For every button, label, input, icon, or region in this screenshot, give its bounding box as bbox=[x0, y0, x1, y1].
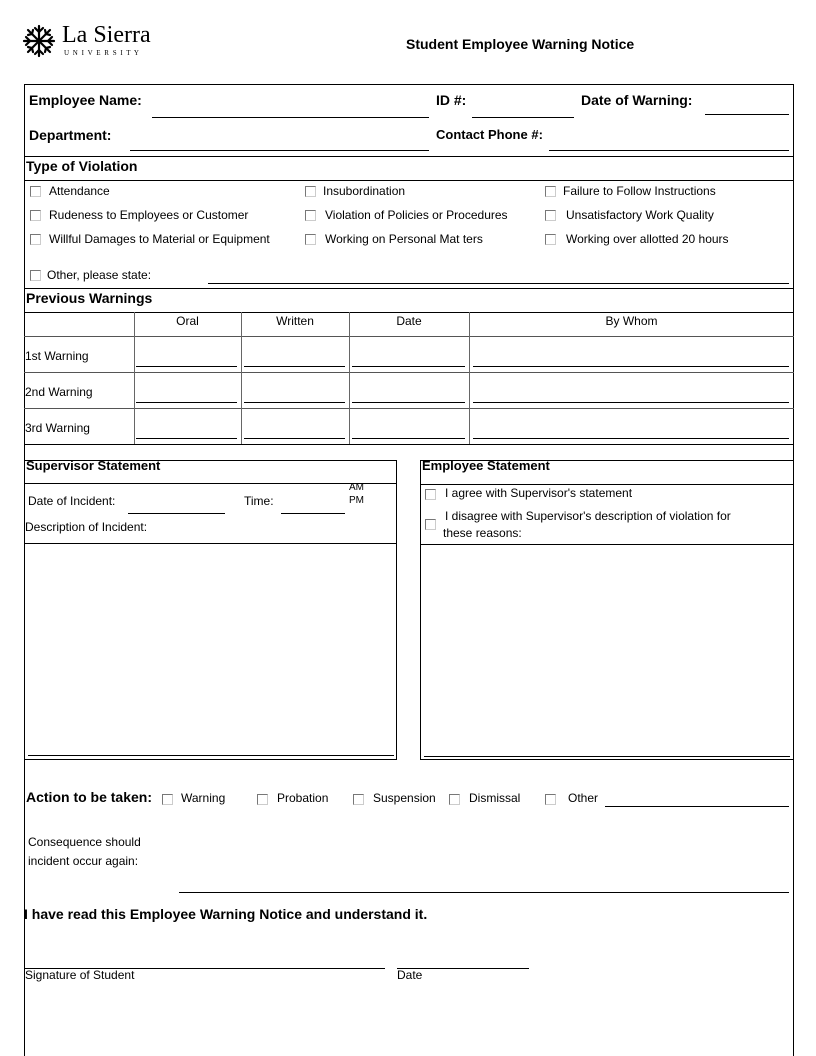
row-label-1st: 1st Warning bbox=[25, 349, 89, 363]
checkbox-unsatisfactory-work[interactable] bbox=[545, 210, 556, 221]
date-of-warning-field[interactable] bbox=[705, 114, 789, 115]
violation-policies-label: Violation of Policies or Procedures bbox=[325, 208, 508, 222]
warning3-date-field[interactable] bbox=[352, 438, 465, 439]
department-field[interactable] bbox=[130, 150, 429, 151]
supervisor-heading-rule bbox=[24, 483, 397, 484]
id-field[interactable] bbox=[472, 117, 574, 118]
pm-label: PM bbox=[349, 495, 364, 506]
checkbox-agree[interactable] bbox=[425, 489, 436, 500]
violation-willful-label: Willful Damages to Material or Equipment bbox=[49, 232, 270, 246]
violation-rudeness-label: Rudeness to Employees or Customer bbox=[49, 208, 249, 222]
date-of-warning-label: Date of Warning: bbox=[581, 92, 693, 108]
violation-other-field[interactable] bbox=[208, 283, 789, 284]
checkbox-rudeness[interactable] bbox=[30, 210, 41, 221]
checkbox-attendance[interactable] bbox=[30, 186, 41, 197]
checkbox-action-probation[interactable] bbox=[257, 794, 268, 805]
violation-heading-rule bbox=[24, 180, 794, 181]
checkbox-personal-matters[interactable] bbox=[305, 234, 316, 245]
violation-attendance-label: Attendance bbox=[49, 184, 110, 198]
university-logo bbox=[22, 24, 162, 60]
supervisor-description-rule bbox=[24, 543, 397, 544]
action-probation-label: Probation bbox=[277, 791, 329, 805]
checkbox-action-suspension[interactable] bbox=[353, 794, 364, 805]
warning3-written-field[interactable] bbox=[244, 438, 345, 439]
employee-bottom-line bbox=[424, 756, 790, 757]
employee-name-field[interactable] bbox=[152, 117, 429, 118]
supervisor-description-area[interactable] bbox=[26, 546, 394, 752]
checkbox-disagree[interactable] bbox=[425, 519, 436, 530]
date-of-incident-field[interactable] bbox=[128, 513, 225, 514]
violation-personal-label: Working on Personal Mat ters bbox=[325, 232, 483, 246]
snowflake-emblem-icon bbox=[22, 24, 56, 58]
warning1-by-whom-field[interactable] bbox=[473, 366, 789, 367]
warning2-date-field[interactable] bbox=[352, 402, 465, 403]
acknowledgement-statement: I have read this Employee Warning Notice and understand it. bbox=[24, 906, 428, 922]
previous-row-rule-1 bbox=[24, 372, 794, 373]
action-other-label: Other bbox=[568, 791, 599, 805]
col-header-date: Date bbox=[396, 314, 422, 328]
disagree-label-line1: I disagree with Supervisor's description of violation for bbox=[445, 509, 731, 523]
signature-date-label: Date bbox=[397, 968, 423, 982]
checkbox-over-hours[interactable] bbox=[545, 234, 556, 245]
checkbox-failure-to-follow[interactable] bbox=[545, 186, 556, 197]
violation-other-label: Other, please state: bbox=[47, 268, 152, 282]
contact-phone-label: Contact Phone #: bbox=[436, 127, 543, 142]
action-suspension-label: Suspension bbox=[373, 791, 436, 805]
violation-failure-label: Failure to Follow Instructions bbox=[563, 184, 716, 198]
violation-insubordination-label: Insubordination bbox=[323, 184, 406, 198]
warning1-oral-field[interactable] bbox=[136, 366, 237, 367]
disagree-label-line2: these reasons: bbox=[443, 526, 522, 540]
previous-heading-rule bbox=[24, 312, 794, 313]
department-label: Department: bbox=[29, 127, 112, 143]
previous-row-rule-2 bbox=[24, 408, 794, 409]
warning1-date-field[interactable] bbox=[352, 366, 465, 367]
col-header-oral: Oral bbox=[176, 314, 199, 328]
page-title: Student Employee Warning Notice bbox=[406, 36, 635, 52]
warning2-by-whom-field[interactable] bbox=[473, 402, 789, 403]
employee-name-label: Employee Name: bbox=[29, 92, 142, 108]
row-label-2nd: 2nd Warning bbox=[25, 385, 93, 399]
supervisor-heading: Supervisor Statement bbox=[26, 458, 161, 473]
violation-unsatisfactory-label: Unsatisfactory Work Quality bbox=[566, 208, 714, 222]
signature-label: Signature of Student bbox=[25, 968, 135, 982]
violation-over-hours-label: Working over allotted 20 hours bbox=[566, 232, 729, 246]
logo-subtitle: U N I V E R S I T Y bbox=[64, 49, 140, 57]
supervisor-bottom-line bbox=[28, 755, 394, 756]
warning3-oral-field[interactable] bbox=[136, 438, 237, 439]
logo-name: La Sierra bbox=[62, 22, 151, 48]
am-label: AM bbox=[349, 482, 364, 493]
description-of-incident-label: Description of Incident: bbox=[25, 520, 148, 534]
checkbox-willful-damages[interactable] bbox=[30, 234, 41, 245]
time-field[interactable] bbox=[281, 513, 345, 514]
consequence-label-line2: incident occur again: bbox=[28, 854, 139, 868]
warning1-written-field[interactable] bbox=[244, 366, 345, 367]
employee-statement-heading: Employee Statement bbox=[422, 458, 550, 473]
previous-header-rule bbox=[24, 336, 794, 337]
previous-col-divider-1 bbox=[134, 312, 135, 444]
contact-phone-field[interactable] bbox=[549, 150, 789, 151]
employee-statement-area[interactable] bbox=[423, 547, 791, 752]
col-header-written: Written bbox=[276, 314, 314, 328]
violation-heading: Type of Violation bbox=[26, 158, 138, 174]
action-dismissal-label: Dismissal bbox=[469, 791, 521, 805]
agree-label: I agree with Supervisor's statement bbox=[445, 486, 633, 500]
row-label-3rd: 3rd Warning bbox=[25, 421, 90, 435]
action-warning-label: Warning bbox=[181, 791, 226, 805]
checkbox-violation-policies[interactable] bbox=[305, 210, 316, 221]
action-other-field[interactable] bbox=[605, 806, 789, 807]
checkbox-action-other[interactable] bbox=[545, 794, 556, 805]
date-of-incident-label: Date of Incident: bbox=[28, 494, 116, 508]
warning2-oral-field[interactable] bbox=[136, 402, 237, 403]
consequence-label-line1: Consequence should bbox=[28, 835, 141, 849]
warning3-by-whom-field[interactable] bbox=[473, 438, 789, 439]
col-header-by-whom: By Whom bbox=[605, 314, 658, 328]
checkbox-other-violation[interactable] bbox=[30, 270, 41, 281]
previous-col-divider-3 bbox=[349, 312, 350, 444]
violation-top-rule bbox=[24, 156, 794, 157]
previous-col-divider-4 bbox=[469, 312, 470, 444]
warning2-written-field[interactable] bbox=[244, 402, 345, 403]
previous-col-divider-2 bbox=[241, 312, 242, 444]
checkbox-action-warning[interactable] bbox=[162, 794, 173, 805]
employee-description-rule bbox=[420, 544, 794, 545]
action-heading: Action to be taken: bbox=[26, 789, 153, 805]
consequence-field[interactable] bbox=[179, 892, 789, 893]
checkbox-insubordination[interactable] bbox=[305, 186, 316, 197]
previous-heading: Previous Warnings bbox=[26, 290, 153, 306]
frame-top bbox=[24, 84, 794, 85]
previous-top-rule bbox=[24, 288, 794, 289]
id-label: ID #: bbox=[436, 92, 467, 108]
time-label: Time: bbox=[244, 494, 274, 508]
employee-heading-rule bbox=[420, 484, 794, 485]
previous-bottom-rule bbox=[24, 444, 794, 445]
checkbox-action-dismissal[interactable] bbox=[449, 794, 460, 805]
